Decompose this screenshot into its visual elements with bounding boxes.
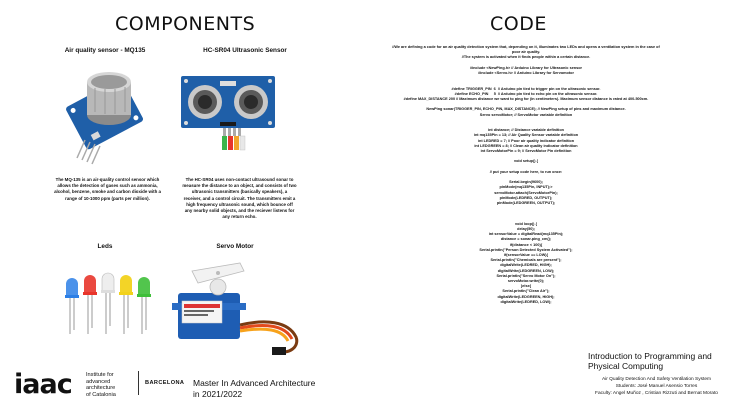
code-line: Serial.println("Servo Motor On"); — [496, 273, 556, 278]
code-line: void loop() { — [515, 221, 537, 226]
code-line: //We are defining a code for an air quality detection system that, depending on it, illuminates two LEDs and opens a ventilation system in the case of — [392, 45, 660, 49]
code-line: }else{ — [520, 284, 532, 289]
code-line: Serial.println("Chemicals are present"); — [490, 258, 562, 263]
code-line: Serial.begin(9600); — [509, 180, 543, 185]
hcsr04-desc-line: measure the distance to an object, and consists of two — [182, 183, 297, 189]
institute-line: architecture — [86, 385, 116, 392]
mq135-desc-line: range of 10-1000 ppm (parts per million). — [65, 195, 150, 201]
components-heading: COMPONENTS — [115, 13, 256, 35]
code-line: Servo servoMotor; // ServoMotor variable definition — [479, 112, 573, 117]
code-line: #include <NewPing.h> // Arduino Library for Ultrasonic sensor — [469, 65, 583, 70]
code-line: Serial.println("Person Detected System Activated"); — [479, 247, 573, 252]
iaac-logo: iaac — [14, 369, 72, 400]
course-title — [588, 351, 712, 371]
hcsr04-desc-line: any return echo. — [222, 214, 257, 220]
code-line: digitalWrite(LEDRED, LOW); — [500, 299, 552, 304]
leds-image — [62, 268, 158, 336]
servo-motor-image — [170, 255, 305, 367]
code-line: int mq135Pin = 13; // Air Quality Sensor variable definition — [473, 133, 579, 138]
hcsr04-desc-line: ultrasonic transmitters (basically speakers), a — [191, 189, 288, 195]
code-line: servoMotor.attach(ServoMotorPin); — [494, 190, 558, 195]
master-line: in 2021/2022 — [193, 389, 243, 399]
code-line: #define ECHO_PIN 5 // Arduino pin tied to echo pin on the ultrasonic sensor. — [454, 91, 598, 96]
hcsr04-desc-line: The HC-SR04 uses non-contact ultrasound sonar to — [185, 177, 294, 182]
mq135-title: Air quality sensor - MQ135 — [64, 47, 146, 54]
project-subtitle: Air Quality Detection And Safety Ventilation System — [601, 377, 712, 382]
code-block — [340, 45, 712, 352]
hcsr04-description — [172, 177, 307, 220]
footer-divider — [138, 371, 139, 395]
institute-name — [86, 372, 116, 398]
code-line: digitalWrite(LEDGREEN, HIGH); — [497, 294, 555, 299]
master-line: Master In Advanced Architecture — [193, 378, 316, 388]
course-title-line: Introduction to Programming and — [588, 351, 712, 361]
hcsr04-desc-line: high frequency ultrasonic sound, which bounce off — [186, 201, 293, 207]
city-label: BARCELONA — [145, 380, 185, 386]
institute-line: advanced — [86, 378, 111, 385]
servo-title: Servo Motor — [216, 243, 254, 250]
code-heading: CODE — [490, 13, 547, 35]
faculty-line: Faculty: Angel Muñoz , Cristian Rizzuti and Bernat Morato — [595, 391, 718, 396]
code-line: NewPing sonar(TRIGGER_PIN, ECHO_PIN, MAX_DISTANCE); // NewPing setup of pins and maximum distance. — [426, 107, 626, 112]
code-line: pinMode(LEDRED, OUTPUT); — [499, 195, 553, 200]
leds-title: Leds — [97, 243, 113, 250]
hcsr04-desc-line: any nearby solid objects, and the reciever listens for — [184, 208, 295, 214]
code-line: void setup() { — [513, 159, 539, 164]
code-line: poor air quality. — [511, 50, 541, 55]
mq135-desc-line: The MQ-135 is an air-quality control sensor which — [55, 177, 160, 182]
institute-line: Institute for — [86, 372, 114, 378]
mq135-desc-line: alcohol, benzene, smoke and carbon dioxide with a — [54, 189, 161, 195]
code-line: digitalWrite(LEDRED, HIGH); — [500, 263, 552, 268]
mq135-description — [40, 177, 175, 202]
code-line: if(sensorValue == LOW){ — [503, 252, 549, 257]
code-line: int ServoMotorPin = 9; // ServoMotor Pin definition — [480, 148, 572, 153]
code-line: distance = sonar.ping_cm(); — [500, 237, 552, 242]
code-line: #include <Servo.h> // Arduino Library for Servomotor — [478, 71, 574, 75]
mq135-desc-line: allows the detection of gases such as ammonia, — [57, 183, 158, 189]
course-details — [589, 376, 724, 397]
code-line: int distance; // Distance variable definition — [488, 128, 564, 133]
code-line: int LEDGREEN = 8; // Clean air quality indicator definition — [474, 143, 578, 148]
master-program — [193, 378, 315, 400]
code-line: #define TRIGGER_PIN 6 // Arduino pin tied to trigger pin on the ultrasonic sensor. — [451, 86, 601, 91]
code-line: int LEDRED = 7; // Poor air quality indicator definition — [477, 138, 575, 143]
course-title-line: Physical Computing — [588, 361, 664, 371]
hcsr04-title: HC-SR04 Ultrasonic Sensor — [203, 47, 287, 54]
code-line: digitalWrite(LEDGREEN, LOW); — [497, 268, 555, 273]
code-line: pinMode(LEDGREEN, OUTPUT); — [496, 200, 556, 205]
code-line: if(distance < 100){ — [509, 242, 543, 247]
code-line: delay(50); — [517, 226, 535, 231]
code-line: Serial.println("Clean Air"); — [502, 289, 550, 294]
code-line: servoMotor.write(0); — [507, 278, 545, 283]
code-line: // put your setup code here, to run once: — [489, 169, 563, 174]
institute-line: of Catalonia — [86, 391, 116, 398]
students-line: Students: José Manuel Asensio Torres — [615, 384, 698, 389]
code-line: //The system is activated when it finds people within a certain distance. — [461, 55, 591, 60]
mq135-sensor-image — [55, 60, 155, 165]
code-line: int sensorValue = digitalRead(mq135Pin); — [488, 232, 564, 237]
hcsr04-desc-line: receiver, and a control circuit. The transmitters emit a — [183, 195, 296, 201]
hcsr04-sensor-image — [178, 70, 278, 168]
code-line: pinMode(mq135Pin, INPUT);> — [499, 185, 553, 190]
code-line: #define MAX_DISTANCE 200 // Maximum distance we want to ping for (in centimeters). Maximum sensor distance is rated at 400-500cm. — [403, 96, 649, 101]
